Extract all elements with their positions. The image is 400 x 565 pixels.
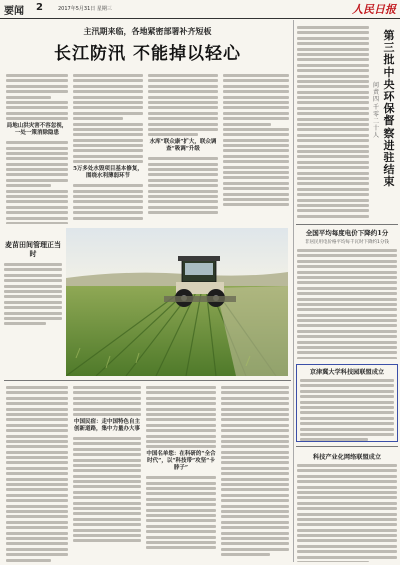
text-column-1 bbox=[6, 74, 68, 224]
article-text bbox=[297, 464, 397, 562]
section-subhead: 5万多处水毁项目基本修复，围绕水利薄弱环节 bbox=[73, 166, 143, 180]
article-title[interactable]: 科技产业化网络联盟成立 bbox=[312, 454, 382, 461]
article-title[interactable]: 全国平均每度电价下降约1分 bbox=[305, 229, 389, 237]
section-subhead: 局地山洪灾害不容忽视，一处一策消除隐患 bbox=[6, 123, 68, 137]
feature-title[interactable]: 第三批中央环保督察进驻结束 bbox=[383, 29, 395, 189]
feature-subtitle: 问责四千零二十人 bbox=[372, 82, 379, 140]
lower-column-1 bbox=[6, 386, 68, 562]
column-divider bbox=[293, 20, 294, 562]
section-subhead: 水库“联众康”扩大，联众调查“吸调”升级 bbox=[149, 139, 217, 153]
article-headline[interactable]: 长江防汛 不能掉以轻心 bbox=[54, 44, 241, 64]
section-number: 2 bbox=[36, 2, 43, 13]
section-label: 要闻 bbox=[4, 6, 24, 17]
highlighted-article bbox=[296, 364, 398, 442]
section-divider bbox=[296, 446, 398, 447]
section-divider bbox=[4, 380, 291, 381]
text-column-2 bbox=[73, 74, 143, 224]
tractor-field-photo bbox=[66, 228, 288, 376]
page-header bbox=[0, 0, 400, 19]
text-column-4 bbox=[223, 74, 289, 224]
article-kicker: 主汛期来临，各地紧密部署补齐短板 bbox=[83, 26, 212, 36]
caption-title: 麦苗田间管理正当时 bbox=[5, 240, 61, 258]
newspaper-logo: 人民日报 bbox=[352, 3, 396, 16]
article-text bbox=[297, 249, 397, 359]
text-column-3 bbox=[148, 74, 218, 224]
lower-column-3 bbox=[146, 386, 216, 562]
right-feature-text bbox=[297, 26, 369, 220]
article-subtitle: 非居民用电价格平均每千瓦时下降约1分钱 bbox=[305, 240, 389, 245]
section-subhead: 中国名单您：在科研的“全合时代”，以“科技带”攻坚“卡脖子” bbox=[146, 451, 216, 472]
photo-caption bbox=[4, 240, 62, 368]
section-subhead: 中国民宿：走中国特色自主创新道路，集中力量办大事 bbox=[73, 418, 140, 432]
section-divider bbox=[296, 224, 398, 225]
issue-date: 2017年5月31日 星期三 bbox=[58, 6, 112, 12]
lower-column-4 bbox=[221, 386, 289, 562]
lower-column-2 bbox=[73, 386, 141, 562]
article-title[interactable]: 京津冀大学科技园联盟成立 bbox=[309, 369, 385, 376]
